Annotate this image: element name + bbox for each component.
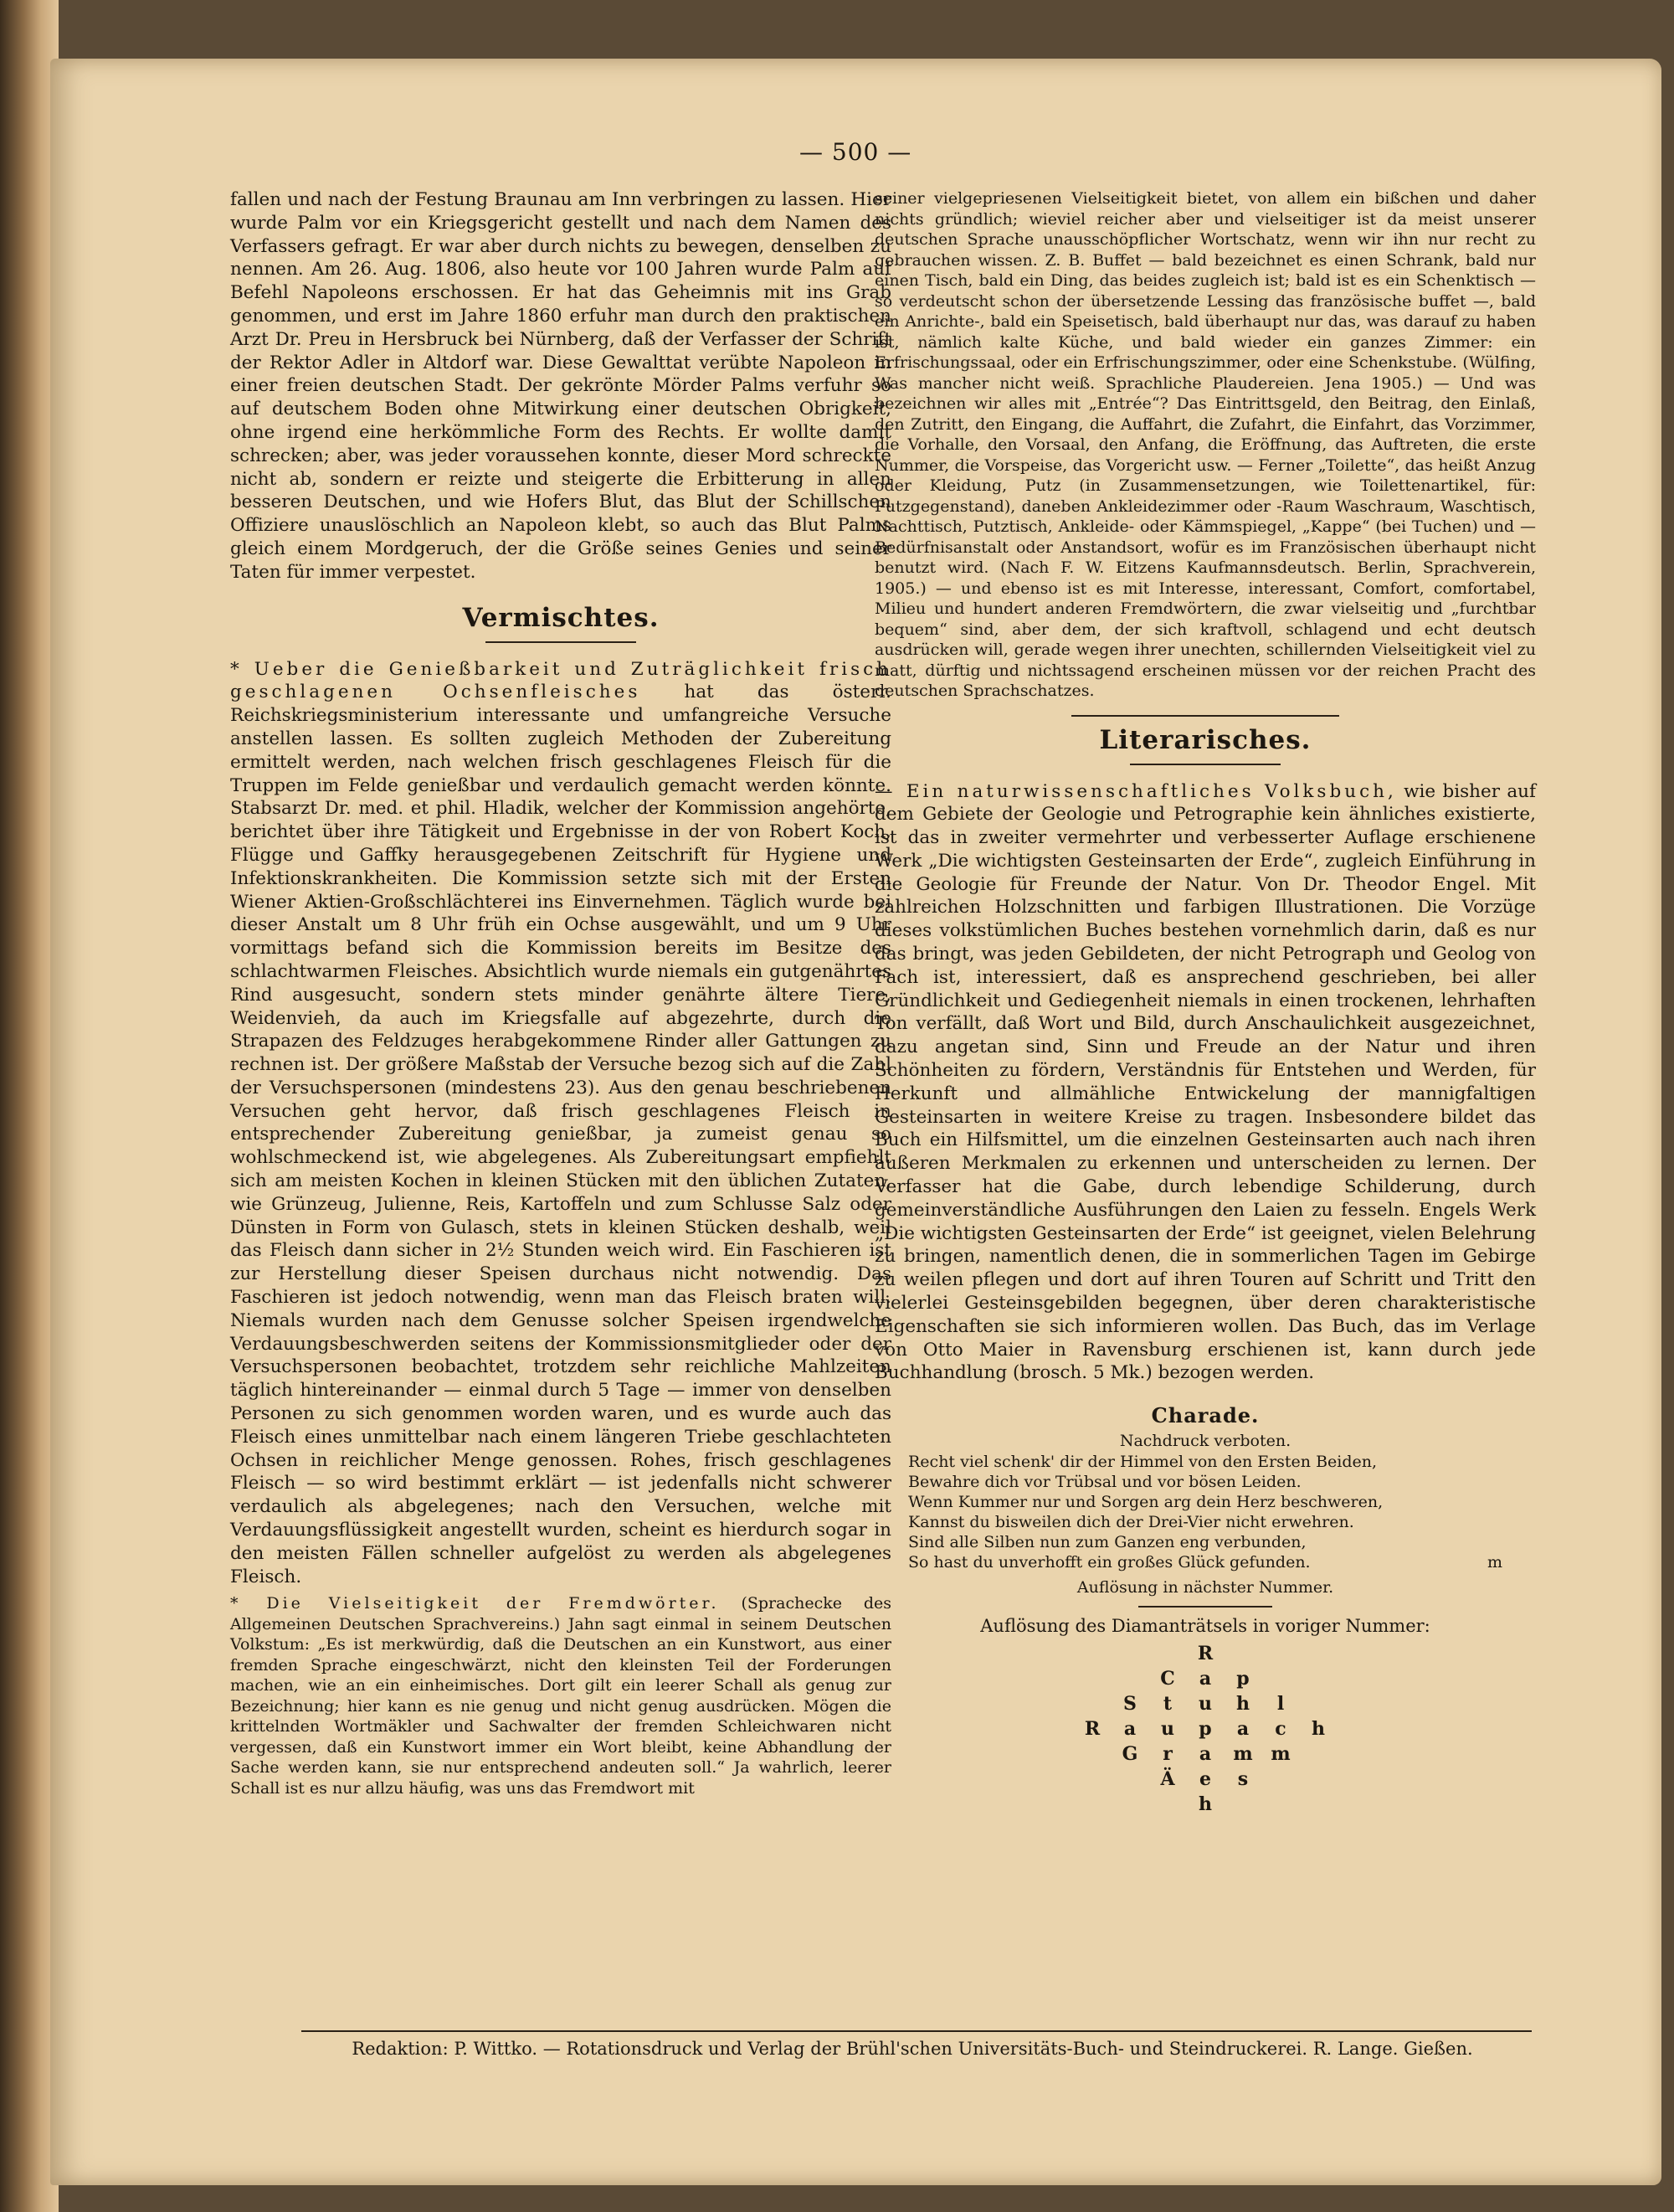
fremdwoerter-article-lead: * Die Vielseitigkeit der Fremdwörter. (230, 1594, 720, 1613)
poem-line (908, 1552, 1536, 1572)
poem-line: Recht viel schenk' dir der Himmel von den Ersten Beiden, (908, 1452, 1378, 1471)
poem-line: Wenn Kummer nur und Sorgen arg dein Herz beschweren, (908, 1492, 1384, 1511)
literature-article (875, 780, 1536, 1386)
diamond-letter: m (1233, 1743, 1253, 1766)
imprint-footer: Redaktion: P. Wittko. — Rotationsdruck und Verlag der Brühl'schen Universitäts-Buch- und Steindruckerei. R. Lange. Gießen. (352, 2039, 1473, 2059)
diamond-letter: u (1199, 1693, 1212, 1716)
diamond-letter: m (1271, 1743, 1291, 1766)
section-heading-vermischtes (230, 603, 891, 643)
diamond-letter: G (1122, 1743, 1138, 1766)
charade-poem (908, 1452, 1536, 1572)
poem-line: Sind alle Silben nun zum Ganzen eng verbunden, (908, 1532, 1307, 1551)
heading-text: Charade. (1151, 1403, 1260, 1428)
diamond-letter: c (1275, 1718, 1286, 1741)
diamond-letter: C (1160, 1668, 1175, 1690)
fremdwoerter-article-body: (Sprachecke des Allgemeinen Deutschen Sprachvereins.) Jahn sagt einmal in seinem Deutschen Volkstum: „Es ist merkwürdig, daß die Deutschen an ein Kunstwort, aus einer fremden Sprache eingeschwärzt, nicht den kleinsten Teil der Forderungen machen, wie an ein einheimisches. Dort gilt ein leerer Schall als genug zur Bezeichnung; hier kann es nie genug und nicht genug ausdrücken. Mögen die krittelnden Wortmäkler und Sachwalter der fremden Schleichwaren nicht vergessen, daß ein Kunstwort immer ein Wort bleibt, keine Abhandlung der Sache werden kann, sie nur entsprechend andeuten soll.“ Ja wahrlich, leerer Schall ist es nur allzu häufig, was uns das Fremdwort mit (230, 1594, 892, 1798)
literature-article-lead: — Ein naturwissenschaftliches Volksbuch, (875, 780, 1397, 802)
diamond-letter: r (1163, 1743, 1173, 1766)
page-number: — 500 — (799, 138, 912, 166)
diamond-letter: p (1236, 1668, 1250, 1690)
diamond-letter: Ä (1160, 1768, 1175, 1791)
diamond-letter: R (1084, 1718, 1101, 1741)
heading-text: Literarisches. (1099, 724, 1312, 755)
diamond-letter: h (1312, 1718, 1325, 1741)
diamond-letter: a (1123, 1718, 1137, 1741)
diamond-letter: p (1199, 1718, 1212, 1741)
diamond-letter: t (1163, 1693, 1173, 1716)
solution-note: Auflösung in nächster Nummer. (1076, 1577, 1334, 1597)
poem-line-text: So hast du unverhofft ein großes Glück gefunden. (908, 1552, 1311, 1572)
fremdwoerter-article (230, 1593, 891, 1798)
diamond-letter: u (1161, 1718, 1174, 1741)
meat-article-body: hat das österr. Reichskriegsministerium interessante und umfangreiche Versuche anstellen lassen. Es sollten zugleich Methoden der Zubereitung ermittelt werden, nach welchen frisch geschlagenes Fleisch für die Truppen im Felde genießbar und verdaulich gemacht werden könnte. Stabsarzt Dr. med. et phil. Hladik, welcher der Kommission angehörte, berichtet über ihre Tätigkeit und Ergebnisse in der von Robert Koch, Flügge und Gaffky herausgegebenen Zeitschrift für Hygiene und Infektionskrankheiten. Die Kommission setzte sich mit der Ersten Wiener Aktien-Großschlächterei ins Einvernehmen. Täglich wurde bei dieser Anstalt um 8 Uhr früh ein Ochse ausgewählt, und um 9 Uhr vormittags befand sich die Kommission bereits im Besitze des schlachtwarmen Fleisches. Absichtlich wurde niemals ein gutgenährtes Rind ausgesucht, sondern stets minder genährte ältere Tiere, Weidenvieh, da auch im Kriegsfalle auf abgezehrte, durch die Strapazen des Feldzuges herabgekommene Rinder aller Gattungen zu rechnen ist. Der größere Maßstab der Versuche bezog sich auf die Zahl der Versuchspersonen (mindestens 23). Aus den genau beschriebenen Versuchen geht hervor, daß frisch geschlagenes Fleisch in entsprechender Zubereitung genießbar, ja zumeist genau so wohlschmeckend ist, wie abgelegenes. Als Zubereitungsart empfiehlt sich am meisten Kochen in kleinen Stücken mit den üblichen Zutaten, wie Grünzeug, Julienne, Reis, Kartoffeln und zum Schlusse Salz oder Dünsten in Form von Gulasch, stets in kleinen Stücken deshalb, weil das Fleisch dann sicher in 2½ Stunden weich wird. Ein Faschieren ist zur Herstellung dieser Speisen durchaus nicht notwendig. Das Faschieren ist jedoch notwendig, wenn man das Fleisch braten will. Niemals wurden nach dem Genusse solcher Speisen irgendwelche Verdauungsbeschwerden seitens der Kommissionsmitglieder oder der Versuchspersonen beobachtet, trotzdem sehr reichliche Mahlzeiten täglich hintereinander — einmal durch 5 Tage — immer von denselben Personen zu sich genommen worden waren, und es wurde auch das Fleisch eines unmittelbar nach einem längeren Triebe geschlachteten Ochsen in reichlicher Menge genossen. Rohes, frisch geschlagenes Fleisch — so wird bestimmt erklärt — ist jedenfalls nicht schwerer verdaulich als abgelegenes; nach den Versuchen, welche mit Verdauungsflüssigkeit angestellt wurden, scheint es hierdurch sogar in den meisten Fällen schneller aufgelöst zu werden als abgelegenes Fleisch. (230, 682, 891, 1587)
newspaper-page (50, 59, 1661, 2185)
charade-divider (1138, 1606, 1272, 1608)
section-heading-literarisches (875, 725, 1536, 765)
heading-rule (485, 641, 636, 643)
right-column (875, 188, 1536, 1823)
diamond-letter: a (1199, 1668, 1212, 1690)
footer-rule (301, 2030, 1532, 2032)
diamond-letter: a (1236, 1718, 1250, 1741)
diamond-puzzle-solution (1055, 1643, 1356, 1823)
meat-article-lead: * Ueber die Genießbarkeit und Zuträglichkeit frisch geschlagenen Ochsenfleisches (230, 658, 891, 703)
charade-note: Nachdruck verboten. (1119, 1432, 1291, 1451)
fremdwoerter-continuation: seiner vielgepriesenen Vielseitigkeit bietet, von allem ein bißchen und daher nichts gründlich; wieviel reicher aber und vielseitiger ist da meist unserer deutschen Sprache unausschöpflicher Wortschatz, wenn wir ihn nur recht zu gebrauchen wissen. Z. B. Buffet — bald bezeichnet es einen Schrank, bald nur einen Tisch, bald ein Ding, das beides zugleich ist; bald ist es ein Schenktisch — so verdeutscht schon der übersetzende Lessing das französische buffet —, bald ein Anrichte-, bald ein Speisetisch, bald überhaupt nur das, was darauf zu haben ist, nämlich kalte Küche, und bald wieder ein ganzes Zimmer: ein Erfrischungssaal, oder ein Erfrischungszimmer, oder eine Schenkstube. (Wülfing, Was mancher nicht weiß. Sprachliche Plaudereien. Jena 1905.) — Und was bezeichnen wir alles mit „Entrée“? Das Eintrittsgeld, den Beitrag, den Einlaß, den Zutritt, den Eingang, die Auffahrt, die Zufahrt, die Einfahrt, das Vorzimmer, die Vorhalle, den Vorsaal, den Anfang, die Eröffnung, das Auftreten, die erste Nummer, die Vorspeise, das Vorgericht usw. — Ferner „Toilette“, das heißt Anzug oder Kleidung, Putz (in Zusammensetzungen, wie Toilettenartikel, für: Putzgegenstand), daneben Ankleidezimmer oder -Raum Waschraum, Waschtisch, Nachttisch, Putztisch, Ankleide- oder Kämmspiegel, „Kappe“ (bei Tuchen) und — Bedürfnisanstalt oder Anstandsort, wofür es im Französischen überhaupt nicht benutzt wird. (Nach F. W. Eitzens Kaufmannsdeutsch. Berlin, Sprachverein, 1905.) — und ebenso ist es mit Interesse, interessant, Comfort, comfortabel, Milieu und hundert anderen Fremdwörtern, die zwar vielseitig und „furchtbar bequem“ sind, aber dem, der sich kraftvoll, schlagend und echt deutsch ausdrücken will, gerade wegen ihrer unechten, schillernden Vielseitigkeit viel zu matt, dürftig und nichtssagend erscheinen müssen vor der reichen Pracht des deutschen Sprachschatzes. (875, 189, 1536, 700)
heading-rule (1130, 764, 1281, 765)
diamond-letter: e (1199, 1768, 1211, 1791)
left-column (230, 188, 891, 1798)
poem-line: Bewahre dich vor Trübsal und vor bösen Leiden. (908, 1472, 1302, 1491)
diamond-letter: a (1199, 1743, 1212, 1766)
diamond-letter: S (1123, 1693, 1137, 1716)
meat-article (230, 658, 891, 1589)
diamond-letter: l (1276, 1693, 1285, 1716)
diamond-letter: s (1237, 1768, 1249, 1791)
diamond-letter: h (1199, 1793, 1212, 1816)
diamond-letter: R (1197, 1643, 1214, 1665)
poem-line: Kannst du bisweilen dich der Drei-Vier nicht erwehren. (908, 1512, 1354, 1531)
poem-signature: m (1487, 1552, 1502, 1572)
palm-article-continuation: fallen und nach der Festung Braunau am Inn verbringen zu lassen. Hier wurde Palm vor ein Kriegsgericht gestellt und nach dem Namen des Verfassers gefragt. Er war aber durch nichts zu bewegen, denselben zu nennen. Am 26. Aug. 1806, also heute vor 100 Jahren wurde Palm auf Befehl Napoleons erschossen. Er hat das Geheimnis mit ins Grab genommen, und erst im Jahre 1860 erfuhr man durch den praktischen Arzt Dr. Preu in Hersbruck bei Nürnberg, daß der Verfasser der Schrift der Rektor Adler in Altdorf war. Diese Gewalttat verübte Napoleon in einer freien deutschen Stadt. Der gekrönte Mörder Palms verfuhr so auf deutschem Boden ohne Mitwirkung einer deutschen Obrigkeit, ohne irgend eine herkömmliche Form des Rechts. Er wollte damit schrecken; aber, was jeder voraussehen konnte, dieser Mord schreckte nicht ab, sondern er reizte und steigerte die Erbitterung in allen besseren Deutschen, und wie Hofers Blut, das Blut der Schillschen Offiziere unauslöschlich an Napoleon klebt, so auch das Blut Palms gleich einem Mordgeruch, der die Größe seines Genies und seiner Taten für immer verpestet. (230, 189, 891, 583)
literature-article-body: wie bisher auf dem Gebiete der Geologie und Petrographie kein ähnliches existierte, ist das in zweiter vermehrter und verbesserter Auflage erschienene Werk „Die wichtigsten Gesteinsarten der Erde“, zugleich Einführung in die Geologie für Freunde der Natur. Von Dr. Theodor Engel. Mit zahlreichen Holzschnitten und farbigen Illustrationen. Die Vorzüge dieses volkstümlichen Buches bestehen vornehmlich darin, daß es nur das bringt, was jeden Gebildeten, der nicht Petrograph und Geolog von Fach ist, interessiert, daß es ansprechend geschrieben, bei aller Gründlichkeit und Gediegenheit niemals in einen trockenen, lehrhaften Ton verfällt, daß Wort und Bild, durch Anschaulichkeit ausgezeichnet, dazu angetan sind, Sinn und Freude an der Natur und ihren Schönheiten zu fördern, Verständnis für Entstehen und Werden, für Herkunft und allmähliche Entwickelung der mannigfaltigen Gesteinsarten in weitere Kreise zu tragen. Insbesondere bildet das Buch ein Hilfsmittel, um die einzelnen Gesteinsarten auch nach ihren äußeren Merkmalen zu erkennen und unterscheiden zu lernen. Der Verfasser hat die Gabe, durch lebendige Schilderung, durch gemeinverständliche Ausführungen den Laien zu fesseln. Engels Werk „Die wichtigsten Gesteinsarten der Erde“ ist geeignet, vielen Belehrung zu bringen, namentlich denen, die in sommerlichen Tagen im Gebirge zu weilen pflegen und dort auf ihren Touren auf Schritt und Tritt den vielerlei Gesteinsgebilden begegnen, über deren charakteristische Eigenschaften sie sich informieren wollen. Das Buch, das im Verlage von Otto Maier in Ravensburg erschienen ist, kann durch jede Buchhandlung (brosch. 5 Mk.) bezogen werden. (875, 780, 1536, 1384)
diamond-letter: h (1236, 1693, 1250, 1716)
heading-text: Vermischtes. (462, 602, 660, 633)
diamond-title: Auflösung des Diamanträtsels in voriger Nummer: (980, 1616, 1430, 1637)
section-divider (1071, 715, 1339, 717)
charade-heading (875, 1403, 1536, 1428)
